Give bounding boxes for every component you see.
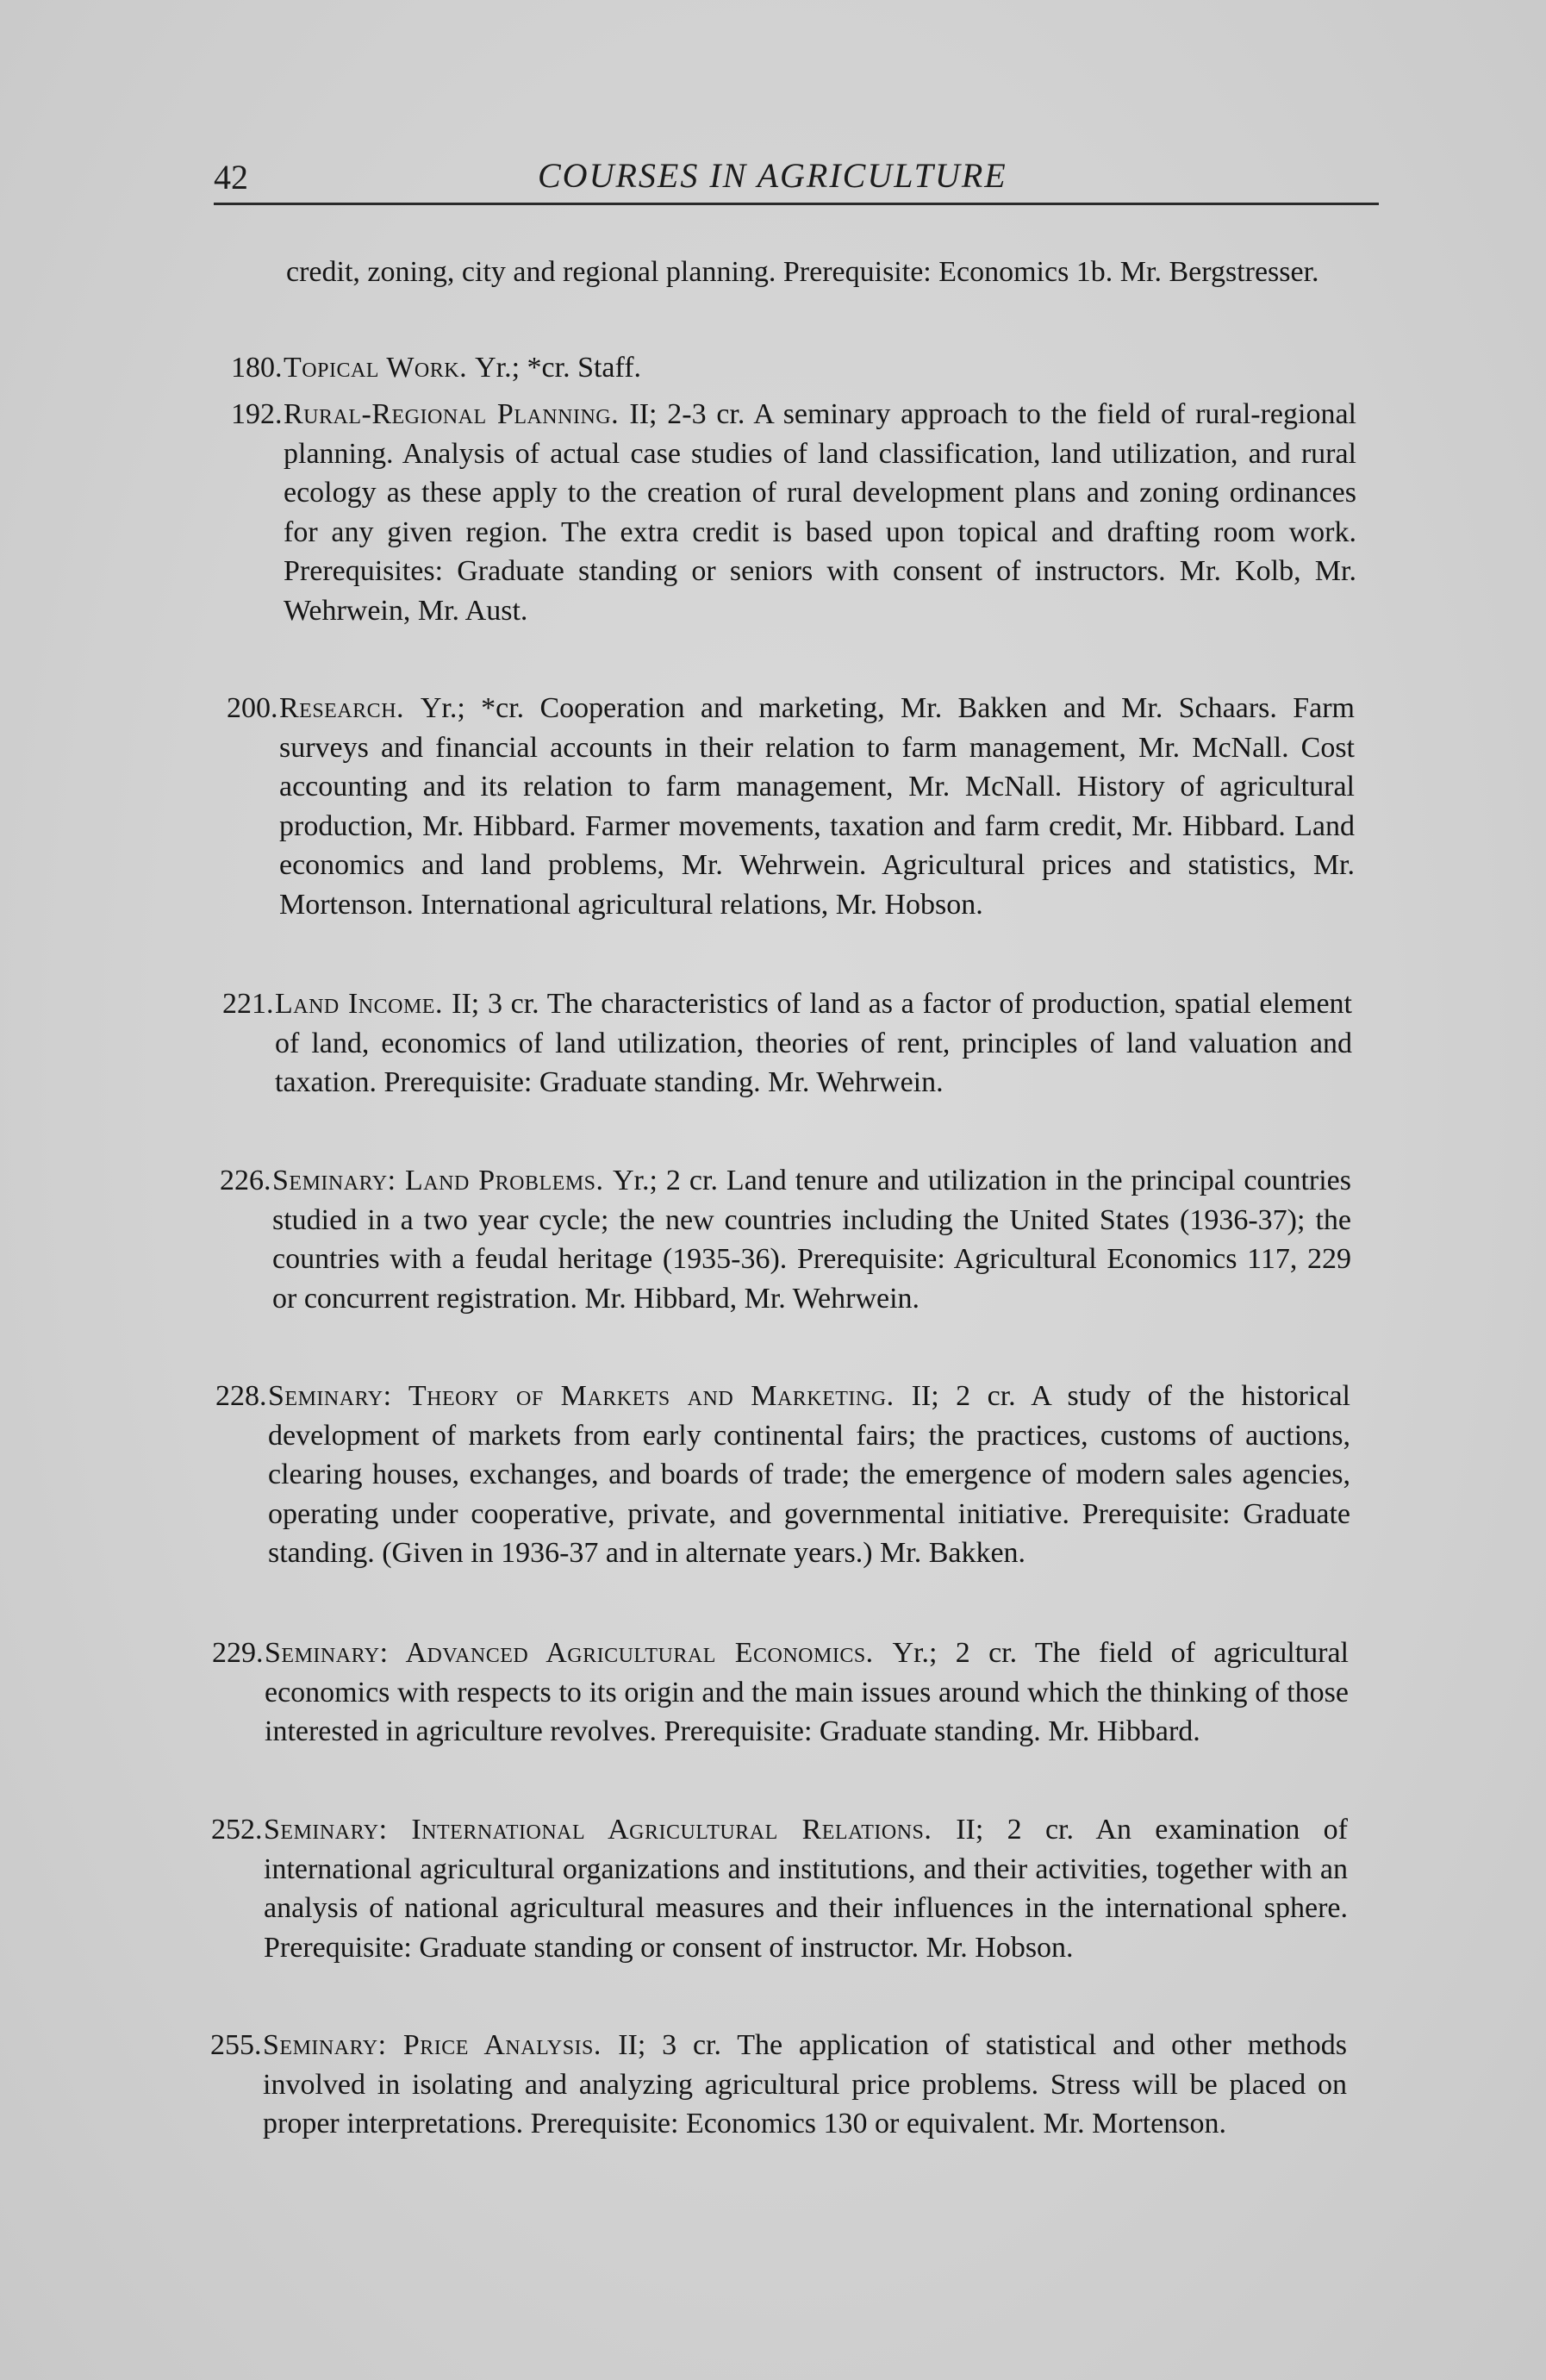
course-entry-221 <box>222 984 1352 1103</box>
course-number: 252. <box>211 1814 263 1846</box>
course-title: Seminary: International Agricultural Relations. <box>264 1814 957 1846</box>
course-description: Yr.; *cr. Staff. <box>475 352 642 384</box>
course-title: Research. <box>279 692 421 724</box>
course-entry-255 <box>210 2026 1347 2144</box>
course-description: II; 2-3 cr. A seminary approach to the field of rural-regional planning. Analysis of actual case studies of land classification, land utilization, and rural ecology as these apply to the creation of rural development plans and zoning ordinances for any given region. The extra credit is based upon topical and drafting room work. Prerequisites: Graduate standing or seniors with consent of instructors. Mr. Kolb, Mr. Wehrwein, Mr. Aust. <box>284 398 1356 627</box>
continuation-text: credit, zoning, city and regional planning. Prerequisite: Economics 1b. Mr. Bergstresser. <box>286 256 1319 288</box>
course-number: 226. <box>220 1165 271 1196</box>
course-entry-229 <box>212 1634 1349 1752</box>
course-title: Seminary: Land Problems. <box>272 1165 613 1196</box>
course-title: Seminary: Price Analysis. <box>263 2029 619 2061</box>
course-entry-252 <box>211 1810 1348 1967</box>
course-title: Rural-Regional Planning. <box>284 398 630 430</box>
running-head: COURSES IN AGRICULTURE <box>538 156 1007 195</box>
course-entry-200 <box>227 689 1355 924</box>
course-number: 192. <box>231 398 283 430</box>
course-entry-192 <box>231 395 1356 630</box>
course-number: 180. <box>231 352 283 384</box>
course-description: Yr.; 2 cr. Land tenure and utilization in the principal countries studied in a two year cycle; the new countries including the United States (1936-37); the countries with a feudal heritage (1935-36). Prerequisite: Agricultural Economics 117, 229 or concurrent registration. Mr. Hibbard, Mr. Wehrwein. <box>272 1165 1351 1315</box>
course-number: 200. <box>227 692 278 724</box>
course-title: Topical Work. <box>284 352 476 384</box>
course-description: Yr.; 2 cr. The field of agricultural economics with respects to its origin and the main issues around which the thinking of those interested in agriculture revolves. Prerequisite: Graduate standing. Mr. Hibbard. <box>265 1637 1349 1747</box>
course-description: II; 2 cr. An examination of international agricultural organizations and institutions, and their activities, together with an analysis of national agricultural measures and their influences in the international sphere. Prerequisite: Graduate standing or consent of instructor. Mr. Hobson. <box>264 1814 1348 1964</box>
course-title: Land Income. <box>275 988 452 1020</box>
course-entry-226 <box>220 1161 1351 1318</box>
course-number: 228. <box>215 1380 267 1412</box>
course-title: Seminary: Theory of Markets and Marketing. <box>268 1380 912 1412</box>
page-number: 42 <box>214 158 248 197</box>
course-description: Yr.; *cr. Cooperation and marketing, Mr. Bakken and Mr. Schaars. Farm surveys and financial accounts in their relation to farm management, Mr. McNall. Cost accounting and its relation to farm management, Mr. McNall. History of agricultural production, Mr. Hibbard. Farmer movements, taxation and farm credit, Mr. Hibbard. Land economics and land problems, Mr. Wehrwein. Agricultural prices and statistics, Mr. Mortenson. International agricultural relations, Mr. Hobson. <box>279 692 1355 921</box>
course-entry-180 <box>231 348 1356 388</box>
course-title: Seminary: Advanced Agricultural Economics. <box>265 1637 893 1669</box>
course-description: II; 3 cr. The application of statistical and other methods involved in isolating and analyzing agricultural price problems. Stress will be placed on proper interpretations. Prerequisite: Economics 130 or equivalent. Mr. Mortenson. <box>263 2029 1347 2140</box>
course-number: 229. <box>212 1637 264 1669</box>
course-number: 255. <box>210 2029 262 2061</box>
course-number: 221. <box>222 988 274 1020</box>
continuation-paragraph <box>286 253 1355 292</box>
course-description: II; 2 cr. A study of the historical development of markets from early continental fairs; the practices, customs of auctions, clearing houses, exchanges, and boards of trade; the emergence of modern sales agencies, operating under cooperative, private, and governmental initiative. Prerequisite: Graduate standing. (Given in 1936-37 and in alternate years.) Mr. Bakken. <box>268 1380 1350 1569</box>
course-description: II; 3 cr. The characteristics of land as a factor of production, spatial element of land, economics of land utilization, theories of rent, principles of land valuation and taxation. Prerequisite: Graduate standing. Mr. Wehrwein. <box>275 988 1352 1098</box>
course-entry-228 <box>215 1377 1350 1573</box>
